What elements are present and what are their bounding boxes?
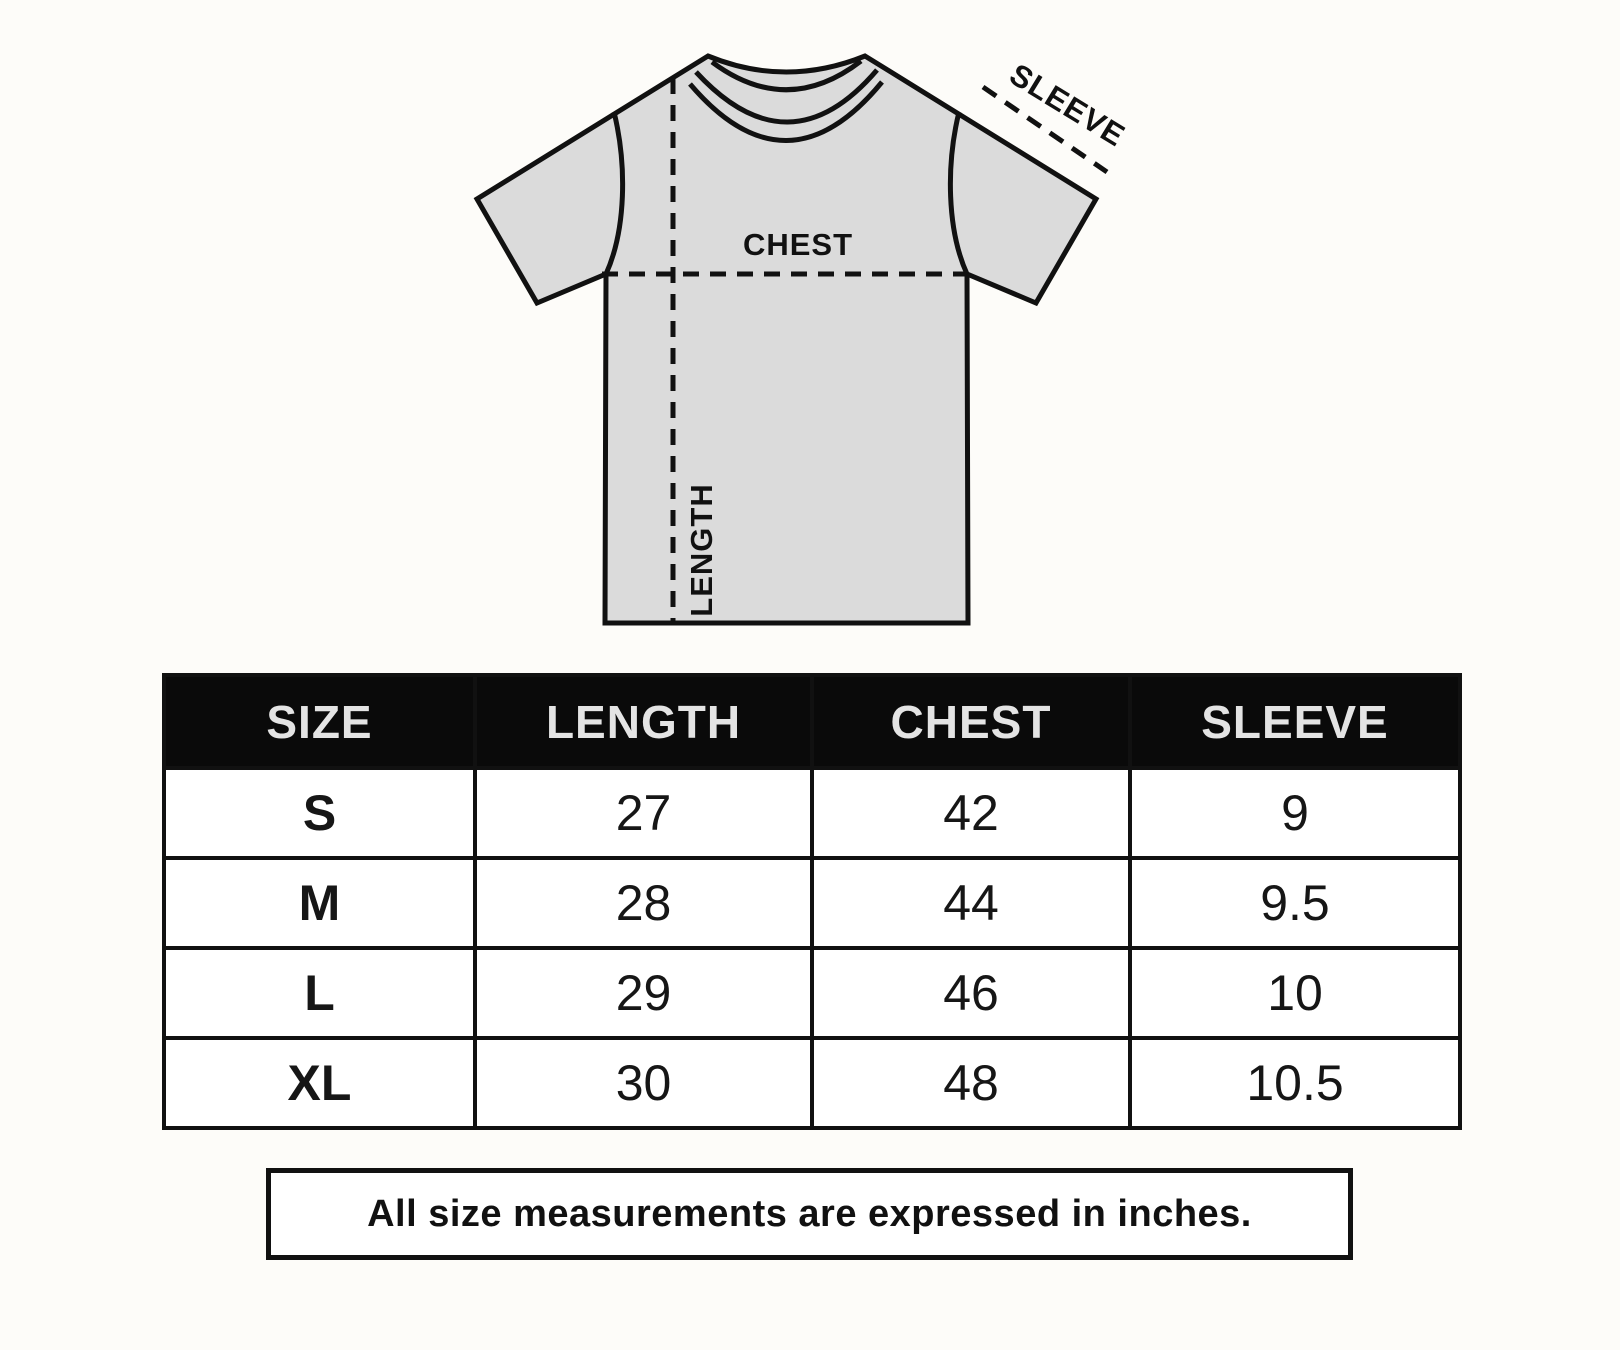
cell-m-size: M [164,858,475,948]
table-row-s [164,768,1460,858]
cell-m-chest: 44 [812,858,1130,948]
table-row-m [164,858,1460,948]
cell-xl-sleeve: 10.5 [1130,1038,1460,1128]
header-cell-length: LENGTH [475,675,812,768]
cell-l-chest: 46 [812,948,1130,1038]
measurement-note-box [266,1168,1353,1260]
cell-xl-length: 30 [475,1038,812,1128]
cell-s-sleeve: 9 [1130,768,1460,858]
cell-m-length: 28 [475,858,812,948]
chest-label: CHEST [742,227,854,262]
table-header-row [164,675,1460,768]
header-cell-sleeve: SLEEVE [1130,675,1460,768]
cell-s-size: S [164,768,475,858]
length-label: LENGTH [684,483,719,617]
cell-xl-size: XL [164,1038,475,1128]
cell-l-size: L [164,948,475,1038]
cell-s-length: 27 [475,768,812,858]
table-row-xl [164,1038,1460,1128]
sleeve-label: SLEEVE [1003,56,1132,154]
cell-xl-chest: 48 [812,1038,1130,1128]
measurement-note-text: All size measurements are expressed in inches. [367,1192,1252,1235]
size-table [162,673,1462,1130]
cell-l-length: 29 [475,948,812,1038]
cell-l-sleeve: 10 [1130,948,1460,1038]
table-row-l [164,948,1460,1038]
cell-s-chest: 42 [812,768,1130,858]
tshirt-measurement-diagram [0,0,1620,660]
header-cell-size: SIZE [164,675,475,768]
header-cell-chest: CHEST [812,675,1130,768]
cell-m-sleeve: 9.5 [1130,858,1460,948]
